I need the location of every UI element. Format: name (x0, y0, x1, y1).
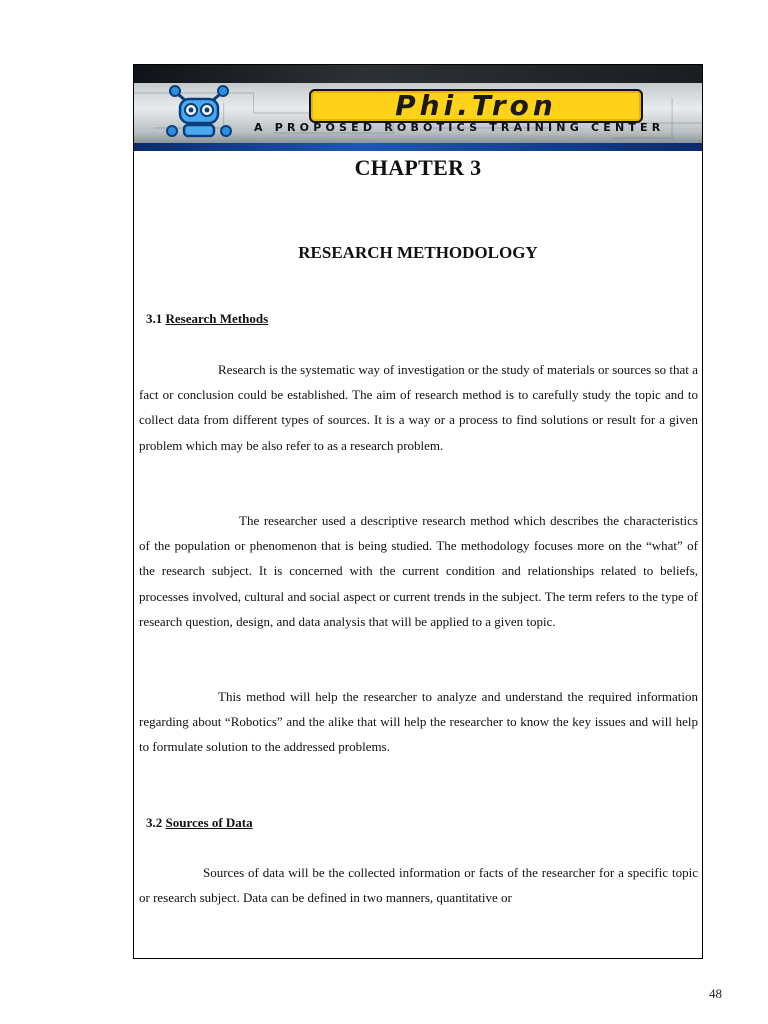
logo-title: Phi.Tron (309, 89, 643, 123)
banner-bottom-strip (134, 143, 702, 151)
paragraph: Sources of data will be the collected information or facts of the researcher for a specific topic or research subject. Data can be defined in two manners, quantitative or (139, 865, 698, 906)
section-number: 3.1 (146, 311, 163, 326)
page-frame (133, 64, 703, 959)
paragraph: The researcher used a descriptive research method which describes the characteristics of the population or phenomenon that is being studied. The methodology focuses more on the “what” of the research subject. It is concerned with the current condition and relationships related to beliefs, processes involved, cultural and social aspect or current trends in the subject. The term refers to the type of research question, design, and data analysis that will be applied to a given topic. (139, 513, 698, 629)
section-number: 3.2 (146, 815, 163, 830)
section-heading-3-2 (146, 815, 253, 831)
header-banner (134, 65, 702, 151)
section-title: Research Methods (165, 311, 269, 326)
section-title: Sources of Data (165, 815, 253, 830)
chapter-heading: CHAPTER 3 (354, 155, 482, 180)
paragraph: Research is the systematic way of investigation or the study of materials or sources so that a fact or conclusion could be established. The aim of research method is to carefully study the topic and to collect data from different types of sources. It is a way or a process to find solutions or result for a given problem which may be also refer to as a research problem. (139, 362, 698, 453)
robot-mascot-icon (166, 83, 232, 141)
section-heading-3-1 (146, 311, 268, 327)
paragraph: This method will help the researcher to analyze and understand the required information regarding about “Robotics” and the alike that will help the researcher to know the key issues and will help to formulate solution to the addressed problems. (139, 689, 698, 755)
chapter-title: RESEARCH METHODOLOGY (298, 243, 538, 262)
page-number: 48 (709, 986, 722, 1001)
banner-top-strip (134, 65, 702, 83)
logo-subtitle: A PROPOSED ROBOTICS TRAINING CENTER (254, 121, 665, 134)
